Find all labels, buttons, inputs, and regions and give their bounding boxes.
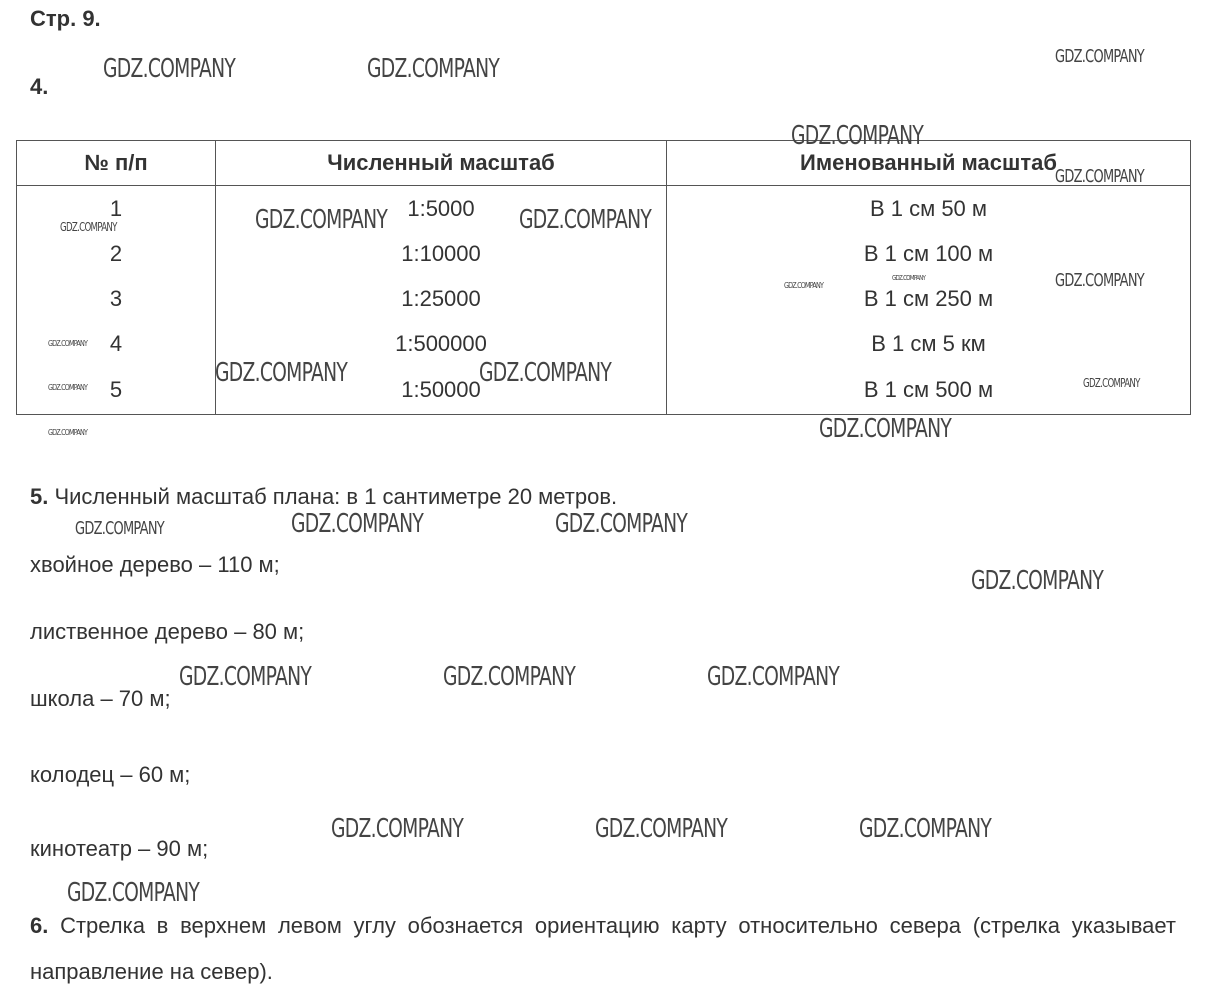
- watermark: GDZ.COMPANY: [291, 509, 424, 539]
- watermark: GDZ.COMPANY: [75, 518, 164, 539]
- named-scale-cell: В 1 см 250 м: [667, 276, 1191, 321]
- task-5-number: 5.: [30, 484, 49, 509]
- row-number: 2: [17, 231, 216, 276]
- watermark: GDZ.COMPANY: [1083, 376, 1140, 390]
- list-item: лиственное дерево – 80 м;: [30, 619, 305, 644]
- header-number: № п/п: [17, 141, 216, 186]
- numeric-scale-cell: 1:50000: [216, 366, 667, 415]
- watermark: GDZ.COMPANY: [707, 662, 840, 692]
- task-5-text: Численный масштаб плана: в 1 сантиметре 20 метров.: [54, 484, 618, 509]
- watermark: GDZ.COMPANY: [103, 54, 236, 84]
- list-item: школа – 70 м;: [30, 686, 171, 711]
- watermark: GDZ.COMPANY: [784, 281, 824, 290]
- table-row: [17, 231, 1191, 276]
- watermark: GDZ.COMPANY: [1055, 270, 1144, 291]
- named-scale-cell: В 1 см 5 км: [667, 321, 1191, 366]
- row-number: 1: [17, 186, 216, 232]
- watermark: GDZ.COMPANY: [48, 428, 88, 437]
- watermark: GDZ.COMPANY: [859, 814, 992, 844]
- watermark: GDZ.COMPANY: [819, 414, 952, 444]
- numeric-scale-cell: 1:10000: [216, 231, 667, 276]
- watermark: GDZ.COMPANY: [367, 54, 500, 84]
- watermark: GDZ.COMPANY: [1055, 46, 1144, 67]
- table-header-row: [17, 141, 1191, 186]
- watermark: GDZ.COMPANY: [519, 205, 652, 235]
- named-scale-cell: В 1 см 50 м: [667, 186, 1191, 232]
- watermark: GDZ.COMPANY: [48, 383, 88, 392]
- numeric-scale-cell: 1:25000: [216, 276, 667, 321]
- watermark: GDZ.COMPANY: [179, 662, 312, 692]
- header-named-scale: Именованный масштаб: [667, 141, 1191, 186]
- watermark: GDZ.COMPANY: [595, 814, 728, 844]
- watermark: GDZ.COMPANY: [1055, 166, 1144, 187]
- watermark: GDZ.COMPANY: [479, 358, 612, 388]
- list-item: хвойное дерево – 110 м;: [30, 552, 280, 577]
- task-6-paragraph: [30, 903, 1176, 995]
- task-6-number: 6.: [30, 913, 49, 938]
- watermark: GDZ.COMPANY: [555, 509, 688, 539]
- watermark: GDZ.COMPANY: [255, 205, 388, 235]
- task-6-text: Стрелка в верхнем левом углу обознается ориентацию карту относительно севера (стрелка указывает направление на север).: [30, 913, 1176, 984]
- named-scale-cell: В 1 см 100 м: [667, 231, 1191, 276]
- watermark: GDZ.COMPANY: [892, 274, 926, 282]
- watermark: GDZ.COMPANY: [60, 220, 117, 234]
- page-label: Стр. 9.: [30, 6, 101, 31]
- row-number: 5: [17, 366, 216, 415]
- named-scale-cell: В 1 см 500 м: [667, 366, 1191, 415]
- table-row: [17, 276, 1191, 321]
- watermark: GDZ.COMPANY: [331, 814, 464, 844]
- watermark: GDZ.COMPANY: [67, 878, 200, 908]
- list-item: кинотеатр – 90 м;: [30, 836, 209, 861]
- numeric-scale-cell: 1:5000: [216, 186, 667, 232]
- task-4-number: 4.: [30, 74, 49, 99]
- watermark: GDZ.COMPANY: [215, 358, 348, 388]
- list-item: колодец – 60 м;: [30, 762, 191, 787]
- row-number: 4: [17, 321, 216, 366]
- watermark: GDZ.COMPANY: [791, 121, 924, 151]
- watermark: GDZ.COMPANY: [48, 339, 88, 348]
- task-5-heading: [30, 484, 617, 510]
- watermark: GDZ.COMPANY: [443, 662, 576, 692]
- numeric-scale-cell: 1:500000: [216, 321, 667, 366]
- row-number: 3: [17, 276, 216, 321]
- header-numeric-scale: Численный масштаб: [216, 141, 667, 186]
- watermark: GDZ.COMPANY: [971, 566, 1104, 596]
